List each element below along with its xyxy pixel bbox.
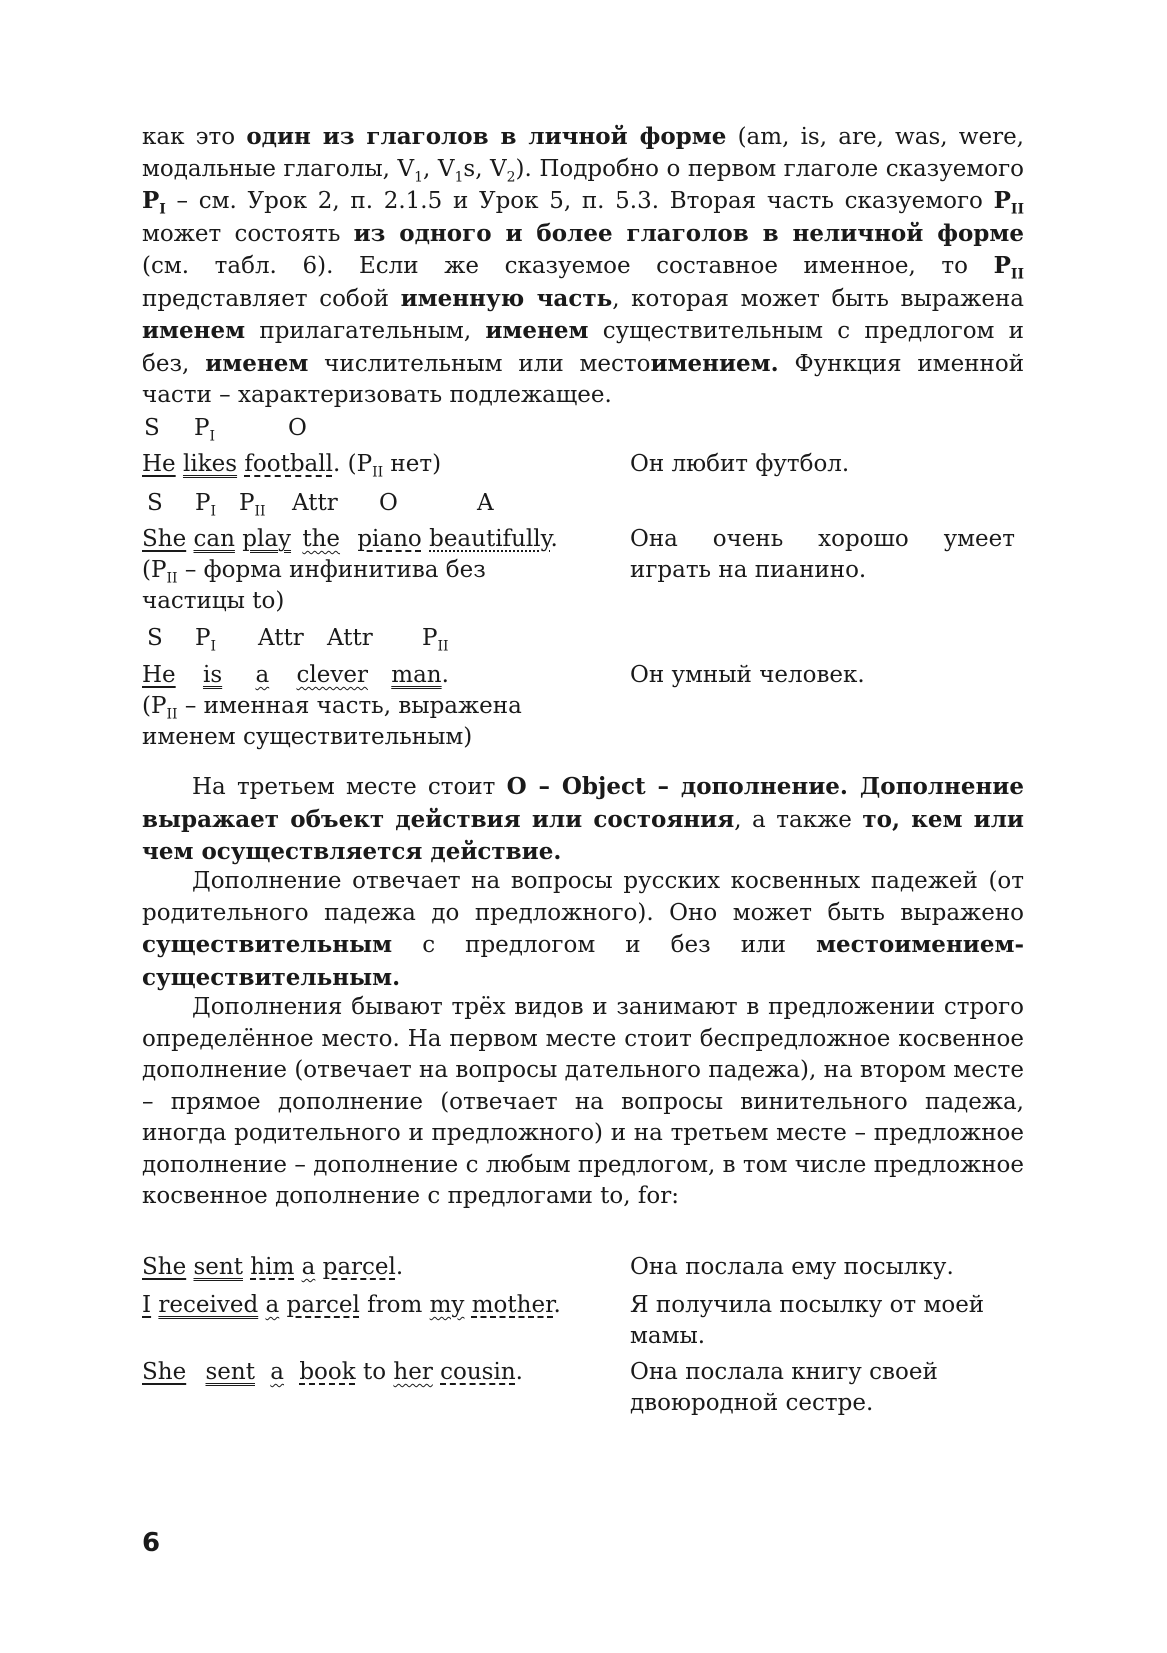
subject-word: She: [142, 1254, 187, 1280]
subject-word: He: [142, 662, 176, 688]
label-p-letter: P: [422, 625, 438, 651]
label-p1: [195, 489, 217, 520]
object-word: piano: [357, 526, 422, 552]
subject-word: He: [142, 451, 176, 477]
text: (am, is, are, was, were, модальные глаголы, V: [142, 124, 1024, 182]
label-p2: [239, 489, 266, 520]
attribute-word: a: [255, 662, 270, 688]
predicate-word: received: [158, 1292, 259, 1318]
subscript: II: [372, 464, 384, 481]
text: , а также: [734, 806, 863, 833]
label-o: O: [379, 490, 398, 516]
text: (P: [142, 693, 167, 719]
bold-text: O – Object – дополнение. Дополнение выражает объект действия или состояния: [142, 773, 1025, 833]
label-attr2: Attr: [327, 625, 373, 651]
label-p2: [422, 624, 449, 655]
predicate-word: man: [391, 662, 442, 688]
subscript: II: [166, 706, 178, 723]
predicate-word: sent: [193, 1254, 243, 1280]
preposition-word: from: [367, 1292, 423, 1318]
object-word: him: [250, 1254, 295, 1280]
predicate-word: likes: [182, 451, 238, 477]
object-word: mother: [471, 1292, 554, 1318]
object-word: parcel: [322, 1254, 396, 1280]
preposition-word: to: [363, 1359, 387, 1385]
subject-word: She: [142, 1359, 187, 1385]
ex6-sentence: [142, 1357, 602, 1388]
subscript: II: [1010, 266, 1024, 283]
object-word: parcel: [286, 1292, 360, 1318]
bold-text: именем: [485, 317, 589, 344]
label-p-letter: P: [194, 415, 210, 441]
label-p: [194, 414, 216, 445]
predicate-word: is: [202, 662, 223, 688]
predicate-word: sent: [205, 1359, 255, 1385]
ex3-line: [142, 660, 562, 691]
label-a: A: [477, 490, 494, 516]
label-p-sub: I: [210, 638, 217, 655]
text: .: [441, 662, 449, 688]
label-p-sub: I: [210, 503, 217, 520]
bold-text: существительным: [142, 931, 393, 958]
subscript: I: [159, 201, 166, 218]
subject-word: She: [142, 526, 187, 552]
ex5-sentence: [142, 1290, 612, 1321]
bold-text: именем: [205, 349, 309, 377]
label-s: S: [147, 625, 163, 651]
text: представляет собой: [142, 285, 401, 312]
kinds-paragraph: [142, 992, 1024, 1213]
attribute-word: a: [301, 1254, 316, 1280]
label-s: S: [144, 415, 160, 441]
text: Дополнения бывают трёх видов и занимают в предложении строго определённое место. На первом месте стоит беспредложное косвенное дополнение (отвечает на вопросы дательного падежа), на втором месте – прямое дополнение (отвечает на вопросы винительного падежа, иногда родительного и предложного) и на третьем месте – предложное дополнение – дополнение с любым предлогом, в том числе предложное косвенное дополнение с предлогами to, for:: [142, 994, 1024, 1209]
ex6-translation: Она послала книгу своей двоюродной сестре.: [630, 1359, 938, 1416]
attribute-word: her: [393, 1359, 433, 1385]
text: , которая может быть выражена: [612, 285, 1024, 312]
text: .: [515, 1359, 523, 1385]
bold-text: из одного и более глаголов в неличной форме: [353, 219, 1024, 247]
label-s: S: [147, 490, 163, 516]
ex5-translation: Я получила посылку от моей мамы.: [630, 1292, 985, 1349]
intro-paragraph: [142, 121, 1024, 412]
bold-text: P: [142, 187, 160, 214]
object-word: football: [244, 451, 333, 477]
text: – форма инфинитива без частицы to): [142, 557, 486, 614]
text: с предлогом и без или: [392, 932, 817, 958]
bold-text: P: [993, 187, 1011, 214]
text: прилагательным,: [245, 318, 486, 344]
attribute-word: a: [270, 1359, 285, 1385]
ex1-translation: Он любит футбол.: [630, 451, 850, 477]
label-p-letter: P: [195, 625, 211, 651]
adverbial-word: beautifully: [429, 526, 551, 552]
bold-text: P: [993, 252, 1011, 279]
attribute-word: a: [265, 1292, 280, 1318]
predicate-word: can: [193, 526, 235, 552]
object-paragraph: [142, 771, 1024, 869]
subscript: 1: [454, 169, 464, 186]
subscript: 2: [506, 169, 516, 186]
label-p-sub: I: [209, 428, 216, 445]
ex3-translation: Он умный человек.: [630, 662, 865, 688]
subscript: 1: [414, 169, 424, 186]
bold-text: один из глаголов в личной форме: [246, 123, 727, 150]
subject-word: I: [142, 1292, 152, 1318]
bold-text: местоимением-существительным.: [142, 931, 1024, 991]
text: ). Подробно о первом глаголе сказуемого: [515, 155, 1024, 182]
text: как это: [142, 124, 247, 150]
ex2-line: [142, 524, 582, 555]
text: Дополнение отвечает на вопросы русских косвенных падежей (от родительного падежа до предложного). Оно может быть выражено: [142, 868, 1024, 926]
label-p-letter: P: [239, 490, 255, 516]
label-p-sub: II: [254, 503, 266, 520]
text: (P: [142, 557, 167, 583]
text: . (P: [332, 451, 373, 477]
ex2-sentence: [142, 524, 582, 617]
attribute-word: the: [302, 526, 341, 552]
text: s, V: [463, 155, 507, 182]
ex3-note: [142, 691, 562, 753]
ex2-translation: Она очень хорошо умеет играть на пианино.: [630, 526, 1015, 583]
text: .: [550, 526, 558, 552]
object-word: cousin: [440, 1359, 516, 1385]
page-number: 6: [142, 1528, 161, 1558]
ex4-translation: Она послала ему посылку.: [630, 1254, 954, 1280]
text: .: [395, 1254, 404, 1280]
answers-paragraph: [142, 866, 1024, 994]
bold-text: именную часть: [400, 284, 613, 312]
ex3-sentence: [142, 660, 562, 753]
predicate-word: play: [242, 526, 292, 552]
object-word: book: [299, 1359, 356, 1385]
ex2-note: [142, 555, 582, 617]
text: (см. табл. 6). Если же сказуемое составное именное, то: [142, 253, 994, 279]
attribute-word: my: [429, 1292, 465, 1318]
bold-text: то, кем или чем осуществляется действие.: [142, 805, 1024, 865]
ex4-sentence: [142, 1252, 602, 1283]
text: может состоять: [142, 220, 354, 247]
label-p-letter: P: [195, 490, 211, 516]
bold-text: имением.: [650, 349, 779, 377]
text: На третьем месте стоит: [192, 774, 507, 800]
text: – см. Урок 2, п. 2.1.5 и Урок 5, п. 5.3. Вторая часть сказуемого: [165, 188, 994, 214]
text: Функция именной части – характеризовать подлежащее.: [142, 350, 1025, 408]
text: .: [553, 1292, 561, 1318]
subscript: II: [1010, 201, 1024, 218]
label-o: O: [288, 415, 307, 441]
subscript: II: [166, 570, 178, 587]
text: нет): [383, 451, 442, 477]
text: числительным или место: [308, 350, 651, 377]
label-attr1: Attr: [258, 625, 304, 651]
label-attr: Attr: [292, 490, 338, 516]
attribute-word: clever: [296, 662, 368, 688]
text: существительным с предлогом и без,: [142, 318, 1024, 377]
ex1-sentence: [142, 449, 602, 480]
text: , V: [423, 155, 455, 182]
label-p-sub: II: [437, 638, 449, 655]
text: – именная часть, выражена именем существительным): [142, 693, 522, 750]
bold-text: именем: [142, 317, 246, 344]
label-p1: [195, 624, 217, 655]
